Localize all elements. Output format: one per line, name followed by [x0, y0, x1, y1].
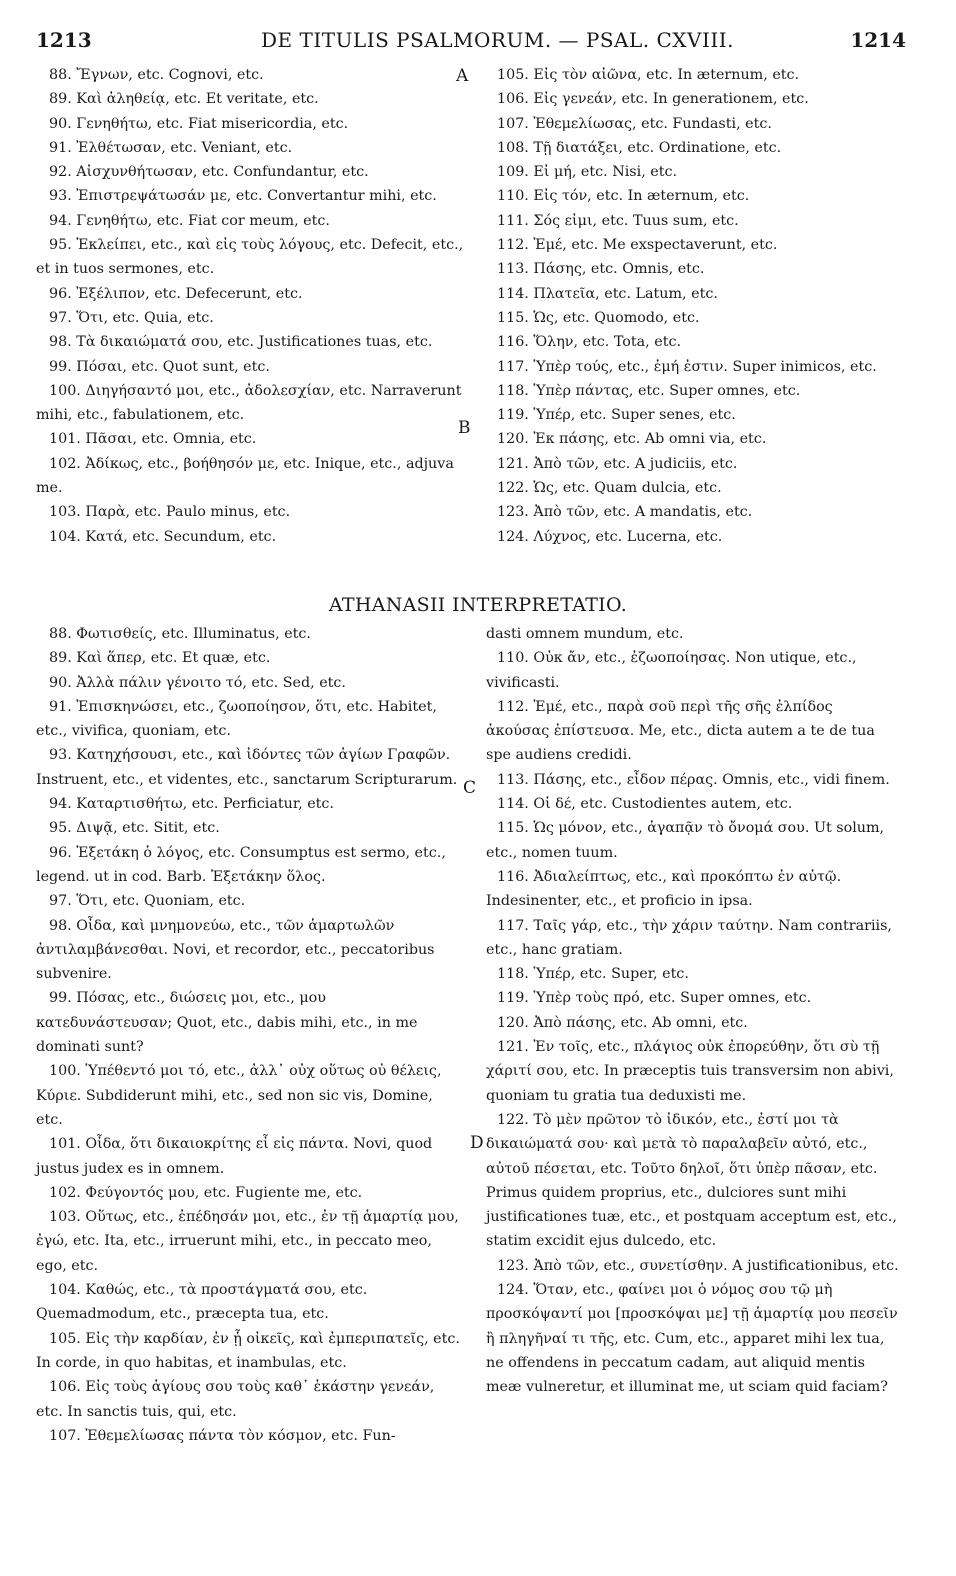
verse-entry: 114. Οἱ δέ, etc. Custodientes autem, etc.	[497, 796, 793, 813]
verse-entry: 107. Ἐθεμελίωσας, etc. Fundasti, etc.	[497, 115, 772, 132]
verse-entry: 120. Ἐκ πάσης, etc. Ab omni via, etc.	[497, 431, 767, 448]
verse-entry: 106. Εἰς τοὺς ἁγίους σου τοὺς καθ᾽ ἑκάστην γενεάν, etc. In sanctis tuis, qui, etc.	[36, 1379, 435, 1420]
verse-entry: 124. Ὅταν, etc., φαίνει μοι ὁ νόμος σου τῷ μὴ προσκόψαντί μοι [προσκόψαι με] τῇ ἁμαρτίᾳ μου πεσεῖν ἢ πληγῆναί τι τῆς, etc. Cum, etc., apparet mihi lex tua, ne offendens in peccatum cadam, aut aliquid mentis meæ vulneretur, et illuminat me, ut sciam quid faciam?	[486, 1282, 898, 1396]
verse-entry: 100. Ὑπέθεντό μοι τό, etc., ἀλλ᾽ οὐχ οὕτως οὐ θέλεις, Κύριε. Subdiderunt mihi, etc., sed non sic vis, Domine, etc.	[36, 1063, 442, 1128]
verse-entry: 97. Ὅτι, etc. Quia, etc.	[49, 309, 214, 326]
verse-entry: 101. Πᾶσαι, etc. Omnia, etc.	[49, 431, 257, 448]
verse-entry: 115. Ὡς, etc. Quomodo, etc.	[497, 309, 700, 326]
verse-entry: 108. Τῇ διατάξει, etc. Ordinatione, etc.	[497, 139, 782, 156]
verse-entry: 92. Αἰσχυνθήτωσαν, etc. Confundantur, etc.	[49, 164, 369, 181]
verse-entry: 91. Ἐλθέτωσαν, etc. Veniant, etc.	[49, 139, 293, 156]
verse-entry: 90. Γενηθήτω, etc. Fiat misericordia, etc.	[49, 115, 349, 132]
verse-entry: 89. Καὶ ἅπερ, etc. Et quæ, etc.	[49, 650, 271, 667]
verse-entry: 106. Εἰς γενεάν, etc. In generationem, etc.	[497, 91, 809, 108]
verse-entry: 97. Ὅτι, etc. Quoniam, etc.	[49, 893, 246, 910]
verse-entry: 95. Διψᾷ, etc. Sitit, etc.	[49, 820, 220, 837]
verse-entry: 103. Παρὰ, etc. Paulo minus, etc.	[49, 504, 291, 521]
verse-entry: 123. Ἀπὸ τῶν, etc. A mandatis, etc.	[497, 504, 753, 521]
margin-marker-c: C	[463, 778, 477, 798]
verse-entry: 111. Σός εἰμι, etc. Tuus sum, etc.	[497, 212, 739, 229]
verse-entry: 98. Τὰ δικαιώματά σου, etc. Justificationes tuas, etc.	[49, 334, 433, 351]
running-title: DE TITULIS PSALMORUM. — PSAL. CXVIII.	[261, 28, 735, 52]
verse-entry: 118. Ὑπὲρ πάντας, etc. Super omnes, etc.	[497, 382, 801, 399]
verse-entry: 114. Πλατεῖα, etc. Latum, etc.	[497, 285, 718, 302]
verse-entry: 115. Ὡς μόνον, etc., ἀγαπᾷν τὸ ὄνομά σου. Ut solum, etc., nomen tuum.	[486, 820, 885, 861]
verse-entry: 94. Καταρτισθήτω, etc. Perficiatur, etc.	[49, 796, 334, 813]
verse-entry: 124. Λύχνος, etc. Lucerna, etc.	[497, 528, 723, 545]
verse-entry: 100. Διηγήσαντό μοι, etc., ἀδολεσχίαν, etc. Narraverunt mihi, etc., fabulationem, etc.	[36, 382, 462, 424]
verse-entry: dasti omnem mundum, etc.	[486, 626, 684, 642]
verse-entry: 117. Ταῖς γάρ, etc., τὴν χάριν ταύτην. Nam contrariis, etc., hanc gratiam.	[486, 917, 892, 958]
verse-entry: 91. Ἐπισκηνώσει, etc., ζωοποίησον, ὅτι, etc. Habitet, etc., vivifica, quoniam, etc.	[36, 698, 437, 740]
page-number-right: 1214	[850, 28, 906, 52]
verse-entry: 93. Κατηχήσουσι, etc., καὶ ἰδόντες τῶν ἁγίων Γραφῶν. Instruent, etc., et videntes, etc., sanctarum Scripturarum.	[36, 747, 458, 788]
verse-entry: 119. Ὑπὲρ τοὺς πρό, etc. Super omnes, etc.	[497, 990, 812, 1007]
verse-entry: 103. Οὕτως, etc., ἐπέδησάν μοι, etc., ἐν τῇ ἁμαρτίᾳ μου, ἐγώ, etc. Ita, etc., irruerunt mihi, etc., in peccato meo, ego, etc.	[36, 1209, 459, 1274]
verse-entry: 122. Τὸ μὲν πρῶτον τὸ ἰδικόν, etc., ἐστί μοι τὰ δικαιώματά σου· καὶ μετὰ τὸ παραλαβεῖν αὐτό, etc., αὐτοῦ πέσεται, etc. Τοῦτο δηλοῖ, ὅτι ὑπὲρ πᾶσαν, etc. Primus quidem proprius, etc., dulciores sunt mihi justificationes tuæ, etc., et postquam acceptum est, etc., statim excidit ejus dulcedo, etc.	[486, 1111, 897, 1250]
verse-entry: 113. Πάσης, etc. Omnis, etc.	[497, 261, 705, 278]
running-header	[36, 28, 906, 54]
upper-left-column	[36, 63, 464, 549]
verse-entry: 123. Ἀπὸ τῶν, etc., συνετίσθην. A justificationibus, etc.	[497, 1257, 899, 1274]
verse-entry: 102. Φεύγοντός μου, etc. Fugiente me, etc.	[49, 1184, 363, 1201]
page-number-left: 1213	[36, 28, 92, 52]
verse-entry: 116. Ἀδιαλείπτως, etc., καὶ προκόπτω ἐν αὐτῷ. Indesinenter, etc., et proficio in ipsa.	[486, 868, 842, 910]
verse-entry: 99. Πόσας, etc., διώσεις μοι, etc., μου κατεδυνάστευσαν; Quot, etc., dabis mihi, etc., in me dominati sunt?	[36, 990, 418, 1056]
verse-entry: 104. Καθώς, etc., τὰ προστάγματά σου, etc. Quemadmodum, etc., præcepta tua, etc.	[36, 1282, 368, 1323]
margin-marker-d: D	[470, 1133, 484, 1153]
verse-entry: 110. Εἰς τόν, etc. In æternum, etc.	[497, 188, 750, 205]
verse-entry: 119. Ὑπέρ, etc. Super senes, etc.	[497, 407, 736, 424]
verse-entry: 107. Ἐθεμελίωσας πάντα τὸν κόσμον, etc. Fun-	[49, 1427, 396, 1444]
verse-entry: 96. Ἐξέλιπον, etc. Defecerunt, etc.	[49, 285, 303, 302]
verse-entry: 89. Καὶ ἀληθείᾳ, etc. Et veritate, etc.	[49, 91, 319, 108]
verse-entry: 112. Ἐμέ, etc., παρὰ σοῦ περὶ τῆς σῆς ἐλπίδος ἀκούσας ἐπίστευσα. Me, etc., dicta autem a te de tua spe audiens credidi.	[486, 698, 875, 764]
verse-entry: 117. Ὑπὲρ τούς, etc., ἐμή ἐστιν. Super inimicos, etc.	[497, 358, 877, 375]
upper-right-column	[486, 63, 900, 549]
verse-entry: 98. Οἶδα, καὶ μνημονεύω, etc., τῶν ἁμαρτωλῶν ἀντιλαμβάνεσθαι. Novi, et recordor, etc., peccatoribus subvenire.	[36, 917, 435, 983]
verse-entry: 90. Ἀλλὰ πάλιν γένοιτο τό, etc. Sed, etc.	[49, 674, 346, 691]
verse-entry: 105. Εἰς τὴν καρδίαν, ἐν ᾗ οἰκεῖς, καὶ ἐμπεριπατεῖς, etc. In corde, in quo habitas, et inambulas, etc.	[36, 1330, 460, 1371]
verse-entry: 116. Ὅλην, etc. Tota, etc.	[497, 334, 682, 351]
margin-marker-a: A	[456, 66, 469, 86]
verse-entry: 101. Οἶδα, ὅτι δικαιοκρίτης εἶ εἰς πάντα. Novi, quod justus judex es in omnem.	[36, 1136, 433, 1177]
verse-entry: 110. Οὐκ ἄν, etc., ἐζωοποίησας. Non utique, etc., vivificasti.	[486, 650, 857, 691]
verse-entry: 118. Ὑπέρ, etc. Super, etc.	[497, 966, 689, 983]
verse-entry: 113. Πάσης, etc., εἶδον πέρας. Omnis, etc., vidi finem.	[497, 771, 890, 788]
verse-entry: 102. Ἀδίκως, etc., βοήθησόν με, etc. Inique, etc., adjuva me.	[36, 455, 454, 497]
verse-entry: 104. Κατά, etc. Secundum, etc.	[49, 528, 277, 545]
verse-entry: 93. Ἐπιστρεψάτωσάν με, etc. Convertantur mihi, etc.	[49, 188, 437, 205]
section-title: ATHANASII INTERPRETATIO.	[328, 594, 628, 616]
verse-entry: 95. Ἐκλείπει, etc., καὶ εἰς τοὺς λόγους, etc. Defecit, etc., et in tuos sermones, etc.	[36, 237, 464, 278]
verse-entry: 96. Ἐξετάκη ὁ λόγος, etc. Consumptus est sermo, etc., legend. ut in cod. Barb. Ἐξετάκην ὅλος.	[36, 844, 446, 885]
verse-entry: 105. Εἰς τὸν αἰῶνα, etc. In æternum, etc.	[497, 67, 800, 83]
lower-right-column	[486, 622, 900, 1400]
verse-entry: 88. Ἔγνων, etc. Cognovi, etc.	[49, 67, 264, 83]
verse-entry: 99. Πόσαι, etc. Quot sunt, etc.	[49, 358, 270, 375]
verse-entry: 112. Ἐμέ, etc. Me exspectaverunt, etc.	[497, 237, 778, 254]
margin-marker-b: B	[458, 418, 471, 438]
verse-entry: 88. Φωτισθείς, etc. Illuminatus, etc.	[49, 626, 311, 642]
lower-left-column	[36, 622, 464, 1448]
verse-entry: 121. Ἐν τοῖς, etc., πλάγιος οὐκ ἐπορεύθην, ὅτι σὺ τῇ χάριτί σου, etc. In præceptis tuis transversim non abivi, quoniam tu gratia tua deduxisti me.	[486, 1039, 894, 1104]
verse-entry: 122. Ὡς, etc. Quam dulcia, etc.	[497, 480, 722, 497]
verse-entry: 121. Ἀπὸ τῶν, etc. A judiciis, etc.	[497, 455, 738, 472]
verse-entry: 94. Γενηθήτω, etc. Fiat cor meum, etc.	[49, 212, 330, 229]
verse-entry: 120. Ἀπὸ πάσης, etc. Ab omni, etc.	[497, 1014, 748, 1031]
verse-entry: 109. Εἰ μή, etc. Nisi, etc.	[497, 164, 678, 181]
